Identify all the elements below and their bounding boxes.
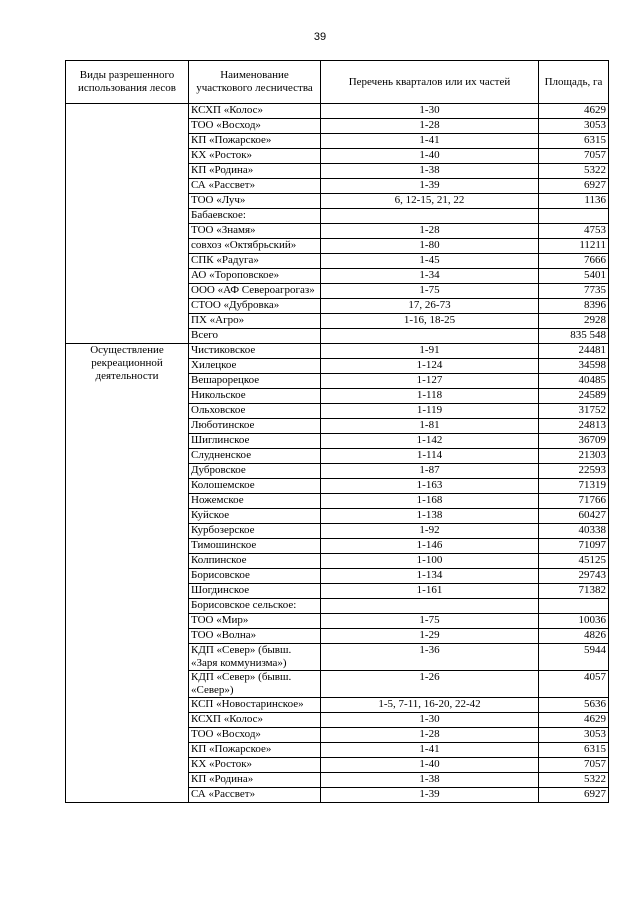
- forestry-name-cell: Ольховское: [189, 404, 321, 419]
- area-cell: [539, 599, 609, 614]
- forestry-name-cell: КП «Родина»: [189, 773, 321, 788]
- forestry-name-cell: ТОО «Восход»: [189, 119, 321, 134]
- area-cell: 7666: [539, 254, 609, 269]
- forestry-name-cell: КСП «Новостаринское»: [189, 698, 321, 713]
- quarters-cell: 1-118: [321, 389, 539, 404]
- area-cell: 40338: [539, 524, 609, 539]
- quarters-cell: 1-28: [321, 119, 539, 134]
- header-quarters: Перечень кварталов или их частей: [321, 61, 539, 104]
- quarters-cell: 1-87: [321, 464, 539, 479]
- forestry-name-cell: ТОО «Луч»: [189, 194, 321, 209]
- area-cell: [539, 209, 609, 224]
- table-row: [66, 104, 609, 119]
- quarters-cell: 6, 12-15, 21, 22: [321, 194, 539, 209]
- area-cell: 5636: [539, 698, 609, 713]
- area-cell: 4629: [539, 104, 609, 119]
- area-cell: 4826: [539, 629, 609, 644]
- quarters-cell: 1-40: [321, 758, 539, 773]
- forestry-name-cell: Курбозерское: [189, 524, 321, 539]
- area-cell: 7735: [539, 284, 609, 299]
- forestry-name-cell: Хилецкое: [189, 359, 321, 374]
- quarters-cell: 1-30: [321, 713, 539, 728]
- area-cell: 36709: [539, 434, 609, 449]
- forestry-name-cell: ООО «АФ Североагрогаз»: [189, 284, 321, 299]
- forestry-name-cell: Шиглинское: [189, 434, 321, 449]
- quarters-cell: 1-168: [321, 494, 539, 509]
- forestry-name-cell: КХ «Росток»: [189, 758, 321, 773]
- quarters-cell: 1-75: [321, 284, 539, 299]
- area-cell: 6315: [539, 134, 609, 149]
- area-cell: 34598: [539, 359, 609, 374]
- table-row: [66, 344, 609, 359]
- forestry-name-cell: ТОО «Волна»: [189, 629, 321, 644]
- area-cell: 3053: [539, 119, 609, 134]
- quarters-cell: 1-124: [321, 359, 539, 374]
- forestry-name-cell: КДП «Север» (бывш. «Север»): [189, 671, 321, 698]
- area-cell: 5322: [539, 164, 609, 179]
- table-body: [66, 104, 609, 803]
- forestry-name-cell: АО «Тороповское»: [189, 269, 321, 284]
- quarters-cell: 1-36: [321, 644, 539, 671]
- area-cell: 4057: [539, 671, 609, 698]
- quarters-cell: [321, 329, 539, 344]
- forestry-name-cell: КП «Пожарское»: [189, 743, 321, 758]
- use-type-cell: [66, 104, 189, 344]
- forestry-name-cell: Чистиковское: [189, 344, 321, 359]
- quarters-cell: 1-26: [321, 671, 539, 698]
- quarters-cell: 1-134: [321, 569, 539, 584]
- forestry-name-cell: СПК «Радуга»: [189, 254, 321, 269]
- quarters-cell: 1-114: [321, 449, 539, 464]
- area-cell: 2928: [539, 314, 609, 329]
- quarters-cell: 1-29: [321, 629, 539, 644]
- quarters-cell: 1-100: [321, 554, 539, 569]
- forestry-name-cell: Бабаевское:: [189, 209, 321, 224]
- area-cell: 835 548: [539, 329, 609, 344]
- area-cell: 24481: [539, 344, 609, 359]
- header-area: Площадь, га: [539, 61, 609, 104]
- area-cell: 22593: [539, 464, 609, 479]
- forest-use-table: [65, 60, 609, 803]
- quarters-cell: 1-38: [321, 773, 539, 788]
- area-cell: 40485: [539, 374, 609, 389]
- quarters-cell: 1-75: [321, 614, 539, 629]
- area-cell: 3053: [539, 728, 609, 743]
- forestry-name-cell: Дубровское: [189, 464, 321, 479]
- quarters-cell: 1-119: [321, 404, 539, 419]
- quarters-cell: 1-92: [321, 524, 539, 539]
- area-cell: 8396: [539, 299, 609, 314]
- area-cell: 1136: [539, 194, 609, 209]
- quarters-cell: 1-41: [321, 134, 539, 149]
- forestry-name-cell: Колошемское: [189, 479, 321, 494]
- area-cell: 7057: [539, 149, 609, 164]
- forestry-name-cell: СА «Рассвет»: [189, 179, 321, 194]
- area-cell: 21303: [539, 449, 609, 464]
- quarters-cell: 1-28: [321, 224, 539, 239]
- area-cell: 71382: [539, 584, 609, 599]
- forestry-name-cell: ТОО «Знамя»: [189, 224, 321, 239]
- quarters-cell: 1-138: [321, 509, 539, 524]
- forestry-name-cell: СТОО «Дубровка»: [189, 299, 321, 314]
- area-cell: 7057: [539, 758, 609, 773]
- table-header-row: [66, 61, 609, 104]
- quarters-cell: [321, 209, 539, 224]
- quarters-cell: 1-80: [321, 239, 539, 254]
- use-type-cell: Осуществление рекреационной деятельности: [66, 344, 189, 803]
- quarters-cell: 1-41: [321, 743, 539, 758]
- forestry-name-cell: ТОО «Мир»: [189, 614, 321, 629]
- quarters-cell: 1-34: [321, 269, 539, 284]
- area-cell: 71766: [539, 494, 609, 509]
- forestry-name-cell: совхоз «Октябрьский»: [189, 239, 321, 254]
- forestry-name-cell: КП «Родина»: [189, 164, 321, 179]
- quarters-cell: 1-81: [321, 419, 539, 434]
- area-cell: 6315: [539, 743, 609, 758]
- forestry-name-cell: КП «Пожарское»: [189, 134, 321, 149]
- area-cell: 71097: [539, 539, 609, 554]
- forestry-name-cell: КСХП «Колос»: [189, 104, 321, 119]
- header-forestry-name: Наименование участкового лесничества: [189, 61, 321, 104]
- quarters-cell: [321, 599, 539, 614]
- forestry-name-cell: Вешарорецкое: [189, 374, 321, 389]
- area-cell: 6927: [539, 788, 609, 803]
- area-cell: 4629: [539, 713, 609, 728]
- forestry-name-cell: Люботинское: [189, 419, 321, 434]
- forestry-name-cell: ПХ «Агро»: [189, 314, 321, 329]
- page-number: 39: [313, 31, 327, 43]
- forestry-name-cell: Тимошинское: [189, 539, 321, 554]
- forestry-name-cell: Слудненское: [189, 449, 321, 464]
- forestry-name-cell: Борисовское: [189, 569, 321, 584]
- area-cell: 60427: [539, 509, 609, 524]
- quarters-cell: 1-45: [321, 254, 539, 269]
- area-cell: 5401: [539, 269, 609, 284]
- forestry-name-cell: Куйское: [189, 509, 321, 524]
- forestry-name-cell: Шогдинское: [189, 584, 321, 599]
- area-cell: 5322: [539, 773, 609, 788]
- quarters-cell: 1-40: [321, 149, 539, 164]
- area-cell: 29743: [539, 569, 609, 584]
- quarters-cell: 1-28: [321, 728, 539, 743]
- forestry-name-cell: Борисовское сельское:: [189, 599, 321, 614]
- forestry-name-cell: Всего: [189, 329, 321, 344]
- forestry-name-cell: Никольское: [189, 389, 321, 404]
- area-cell: 5944: [539, 644, 609, 671]
- forestry-name-cell: КХ «Росток»: [189, 149, 321, 164]
- area-cell: 6927: [539, 179, 609, 194]
- forestry-name-cell: СА «Рассвет»: [189, 788, 321, 803]
- quarters-cell: 1-30: [321, 104, 539, 119]
- quarters-cell: 1-91: [321, 344, 539, 359]
- quarters-cell: 17, 26-73: [321, 299, 539, 314]
- area-cell: 24589: [539, 389, 609, 404]
- area-cell: 71319: [539, 479, 609, 494]
- quarters-cell: 1-142: [321, 434, 539, 449]
- area-cell: 10036: [539, 614, 609, 629]
- forestry-name-cell: КСХП «Колос»: [189, 713, 321, 728]
- area-cell: 24813: [539, 419, 609, 434]
- quarters-cell: 1-163: [321, 479, 539, 494]
- quarters-cell: 1-146: [321, 539, 539, 554]
- quarters-cell: 1-38: [321, 164, 539, 179]
- forestry-name-cell: КДП «Север» (бывш. «Заря коммунизма»): [189, 644, 321, 671]
- quarters-cell: 1-39: [321, 179, 539, 194]
- area-cell: 45125: [539, 554, 609, 569]
- area-cell: 11211: [539, 239, 609, 254]
- quarters-cell: 1-39: [321, 788, 539, 803]
- area-cell: 31752: [539, 404, 609, 419]
- quarters-cell: 1-161: [321, 584, 539, 599]
- forestry-name-cell: Ножемское: [189, 494, 321, 509]
- forestry-name-cell: ТОО «Восход»: [189, 728, 321, 743]
- area-cell: 4753: [539, 224, 609, 239]
- quarters-cell: 1-16, 18-25: [321, 314, 539, 329]
- quarters-cell: 1-5, 7-11, 16-20, 22-42: [321, 698, 539, 713]
- header-use-type: Виды разрешенного использования лесов: [66, 61, 189, 104]
- forestry-name-cell: Колпинское: [189, 554, 321, 569]
- quarters-cell: 1-127: [321, 374, 539, 389]
